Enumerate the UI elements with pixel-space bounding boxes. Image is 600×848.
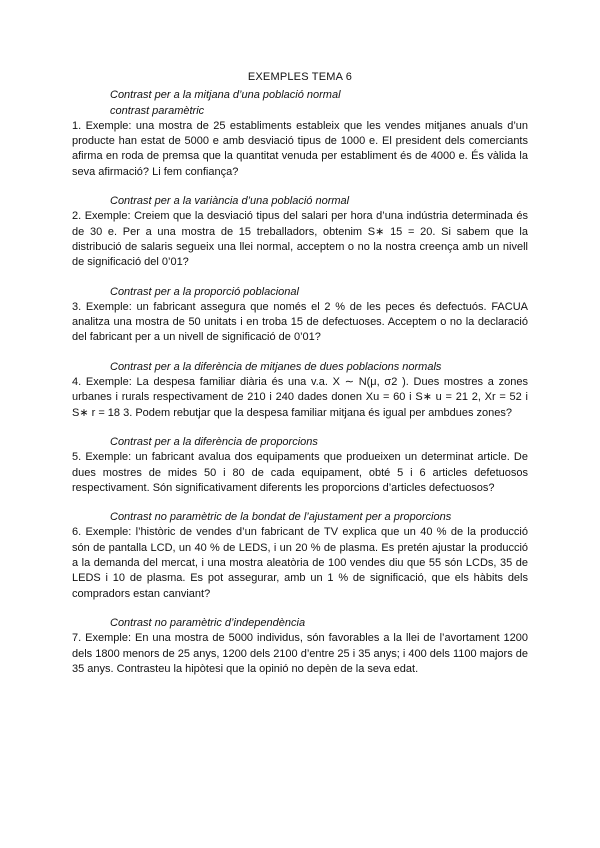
example-text: 3. Exemple: un fabricant assegura que només el 2 % de les peces és defectuós. FACUA analitza una mostra de 50 unitats i en troba 15 de defectuoses. Acceptem o no la declaració del fabricant per a un nivell de significació de 0’01? (72, 300, 528, 344)
section-3 (72, 285, 528, 346)
section-heading: Contrast no paramètric d’independència (110, 616, 306, 629)
example-text: 6. Exemple: l’històric de vendes d’un fabricant de TV explica que un 40 % de la producció són de pantalla LCD, un 40 % de LEDS, i un 20 % de plasma. Es pretén ajustar la producció a la demanda del mercat, i una mostra aleatòria de 100 vendes diu que 55 són LCDs, 35 de LEDS i 10 de plasma. Es pot assegurar, amb un 1 % de significació, que els hàbits dels compradors estan canviant? (72, 526, 528, 600)
example-text: 1. Exemple: una mostra de 25 establiments estableix que les vendes mitjanes anuals d’un producte han estat de 5000 e amb desviació tipus de 1000 e. El president dels comerciants afirma en roda de premsa que la quantitat venuda per establiment és de 4000 e. És vàlida la seva afirmació? Li fem confiança? (72, 119, 528, 178)
section-heading: Contrast per a la variància d’una població normal (110, 195, 350, 208)
section-heading: Contrast per a la diferència de mitjanes de dues poblacions normals (110, 360, 442, 373)
section-heading: Contrast per a la diferència de proporcions (110, 435, 318, 448)
example-text: 2. Exemple: Creiem que la desviació tipus del salari per hora d’una indústria determinada és de 30 e. Per a una mostra de 15 treballadors, obtenim S∗ 15 = 20. Si sabem que la distribució de salaris segueix una llei normal, acceptem o no la nostra creença amb un nivell de significació del 0’01? (72, 210, 528, 269)
example-text: 4. Exemple: La despesa familiar diària és una v.a. X ∼ N(μ, σ2 ). Dues mostres a zones urbanes i rurals respectivament de 210 i 240 dades donen Xu = 60 i S∗ u = 21 2, Xr = 52 i S∗ r = 18 3. Podem rebutjar que la despesa familiar mitjana és igual per ambdues zones? (72, 376, 528, 419)
section-heading: Contrast per a la mitjana d’una població normal (110, 89, 341, 102)
example-text: 5. Exemple: un fabricant avalua dos equipaments que produeixen un determinat article. De dues mostres de mides 50 i 80 de cada equipament, obté 5 i 6 articles defetuosos respectivament. Són significativament diferents les proporcions d’articles defectuosos? (72, 451, 528, 494)
section-4 (72, 360, 528, 421)
section-heading: Contrast no paramètric de la bondat de l’ajustament per a proporcions (110, 511, 452, 524)
section-5 (72, 435, 528, 496)
section-2 (72, 194, 528, 270)
example-text: 7. Exemple: En una mostra de 5000 individus, són favorables a la llei de l’avortament 1200 dels 1800 menors de 25 anys, 1200 dels 2100 d’entre 25 i 35 anys; i 400 dels 1100 majors de 35 anys. Contrasteu la hipòtesi que la opinió no depèn de la seva edat. (72, 632, 528, 675)
section-subheading: contrast paramètric (110, 104, 205, 117)
section-6 (72, 510, 528, 602)
section-heading: Contrast per a la proporció poblacional (110, 285, 299, 298)
document-title: EXEMPLES TEMA 6 (247, 71, 353, 83)
document-page (72, 70, 528, 691)
section-1 (72, 88, 528, 180)
section-7 (72, 616, 528, 677)
